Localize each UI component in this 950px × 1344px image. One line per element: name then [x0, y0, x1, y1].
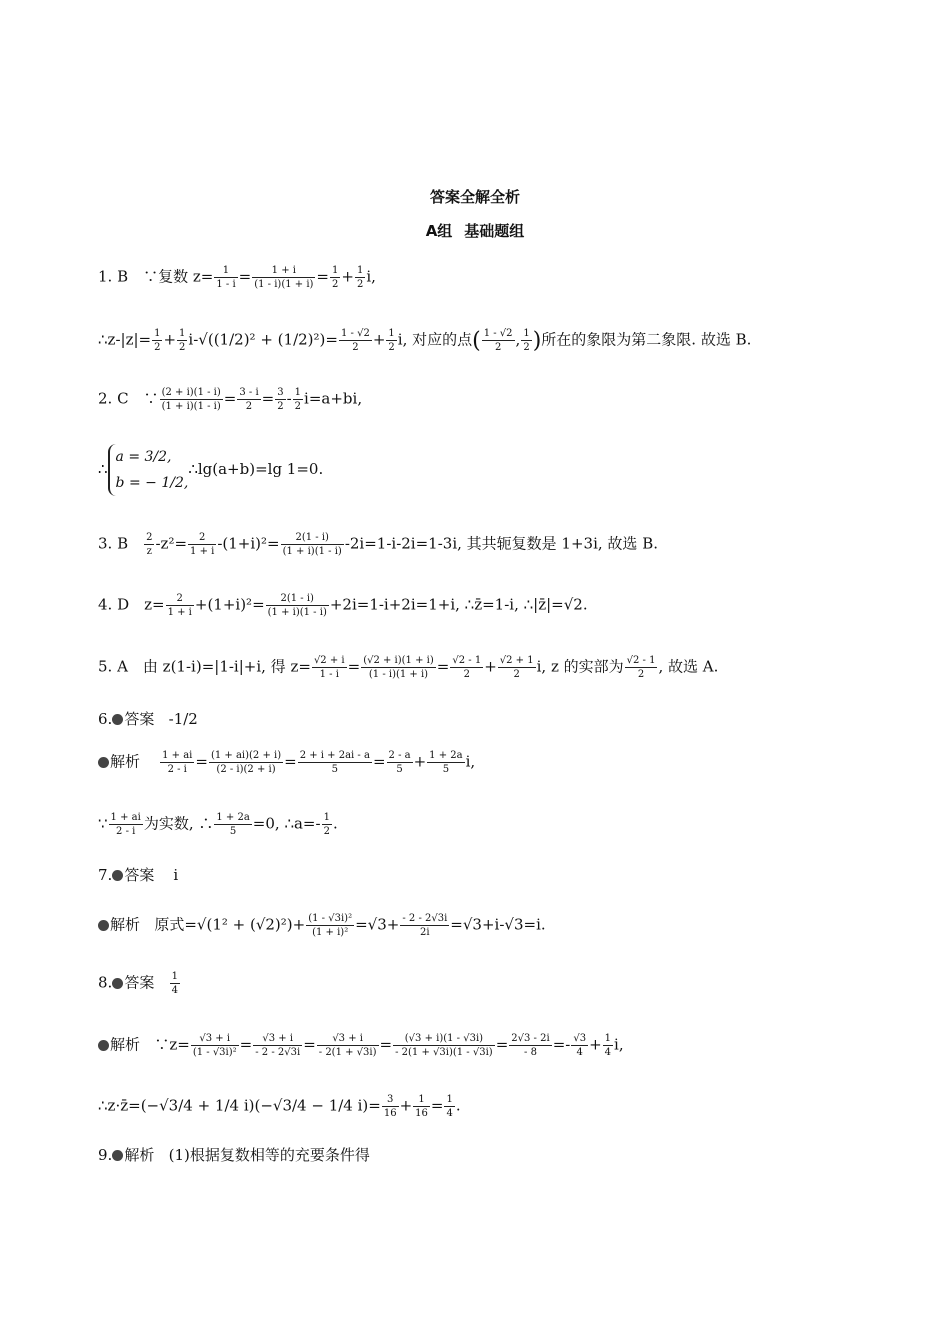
q7-analysis-line: 解析 原式=√(1² + (√2)²)+ $\frac{\text{(1 - √3i)²}}{\text{(1 + i)²}}$ =√3+ $\frac{- 2 - 2√3i}{2i}$ =√3+i-√3=i. — [98, 912, 546, 939]
bullet-icon — [112, 870, 123, 881]
fraction: $\frac{1 - √2}{2}$ — [340, 328, 370, 353]
fraction: $\frac{√2 + i}{1 - i}$ — [313, 655, 345, 680]
q8-conclusion-line: ∴z·z̄=(−√3/4 + 1/4 i)(−√3/4 − 1/4 i)= $\frac{3}{16}$ + $\frac{1}{16}$ = $\frac{1}{4}$ . — [98, 1094, 461, 1119]
fraction: $\frac{2}{1 + i}$ — [167, 593, 192, 618]
subtitle-name: 基础题组 — [464, 222, 525, 240]
q8-answer-line: 8. 答案 $\frac{1}{4}$ — [98, 971, 179, 996]
fraction: $\frac{√3 + i}{- 2 - 2√3i}$ — [255, 1033, 301, 1058]
factor-expression: (−√3/4 + 1/4 i) — [140, 1096, 255, 1115]
fraction: $\frac{1 + 2a}{5}$ — [429, 750, 463, 775]
fraction: $\frac{√3 + i}{- 2(1 + √3i)}$ — [318, 1033, 377, 1058]
page-title: 答案全解全析 — [429, 188, 520, 206]
fraction: $\frac{2}{z}$ — [146, 532, 153, 557]
q3-line: 3. B $\frac{2}{z}$ -z²= $\frac{2}{1 + i}$ -(1+i)²= $\frac{2(1 - i)}{(1 + i)(1 - i)}$ -2i=1-i-2i=1-3i, 其共轭复数是 1+3i, 故选 B. — [98, 532, 658, 557]
radical-expression: √(1² + (√2)²) — [196, 915, 293, 934]
fraction: $\frac{1}{16}$ — [415, 1094, 428, 1119]
factor-expression: (−√3/4 − 1/4 i) — [254, 1096, 369, 1115]
equation-system: a = 3/2, b = − 1/2, — [108, 444, 189, 496]
fraction: $\frac{1}{4}$ — [604, 1033, 612, 1058]
q6-answer: -1/2 — [168, 710, 198, 728]
q6-answer-line: 6. 答案 -1/2 — [98, 710, 198, 728]
fraction: $\frac{2(1 - i)}{(1 + i)(1 - i)}$ — [267, 593, 327, 618]
q7-answer: i — [173, 866, 179, 884]
bullet-icon — [112, 978, 123, 989]
q2-line: 2. C ∵ $\frac{(2 + i)(1 - i)}{(1 + i)(1 - i)}$ = $\frac{3 - i}{2}$ = $\frac{3}{2}$ - $\frac{1}{2}$ i=a+bi, — [98, 387, 363, 412]
fraction: $\frac{1 - √2}{2}$ — [483, 328, 513, 353]
q2-system-line: ∴ a = 3/2, b = − 1/2, ∴lg(a+b)=lg 1=0. — [98, 444, 323, 496]
fraction: $\frac{1}{2}$ — [388, 328, 395, 353]
radical-expression: √((1/2)² + (1/2)²) — [198, 330, 326, 349]
fraction: $\frac{3}{16}$ — [383, 1094, 397, 1119]
q1-line: 1. B ∵复数 z= $\frac{1}{1 - i}$ = $\frac{1 + i}{(1 - i)(1 + i)}$ = $\frac{1}{2}$ + $\frac{1}{2}$ i, — [98, 265, 376, 290]
bullet-icon — [98, 1040, 109, 1051]
fraction: $\frac{(√3 + i)(1 - √3i)}{- 2(1 + √3i)(1 - √3i)}$ — [395, 1033, 493, 1058]
fraction: $\frac{1}{2}$ — [332, 265, 339, 290]
bullet-icon — [112, 714, 123, 725]
bullet-icon — [112, 1150, 123, 1161]
fraction: $\frac{√2 - 1}{2}$ — [626, 655, 656, 680]
subtitle-group: A组 — [425, 222, 453, 240]
q8-answer: $\frac{1}{4}$ — [171, 971, 179, 996]
fraction: $\frac{√3 + i}{\text{(1 - √3i)²}}$ — [192, 1033, 237, 1058]
fraction: $\frac{- 2 - 2√3i}{2i}$ — [402, 913, 448, 938]
fraction: $\frac{√3}{4}$ — [573, 1033, 587, 1058]
fraction: $\frac{2(1 - i)}{(1 + i)(1 - i)}$ — [282, 532, 342, 557]
fraction: $\frac{1 + ai}{2 - i}$ — [110, 812, 141, 837]
fraction: $\frac{1}{2}$ — [294, 387, 302, 412]
fraction: $\frac{1}{2}$ — [323, 812, 330, 837]
fraction: $\frac{1}{4}$ — [446, 1094, 453, 1119]
bullet-icon — [98, 757, 109, 768]
q8-analysis-line: 解析 ∵z= $\frac{√3 + i}{\text{(1 - √3i)²}}$ = $\frac{√3 + i}{- 2 - 2√3i}$ = $\frac{√3 + i}{- 2(1 + √3i)}$ = $\frac{(√3 + i)(1 - √3i)}{- 2(1 + √3i)(1 - √3i)}$ = $\frac{2√3 - 2i}{- 8}$ =- $\frac{√3}{4}$ + $\frac{1}{4}$ i, — [98, 1032, 624, 1059]
fraction: $\frac{1 + 2a}{5}$ — [216, 812, 250, 837]
fraction: $\frac{3 - i}{2}$ — [239, 387, 259, 412]
fraction: $\frac{1}{2}$ — [179, 328, 186, 353]
fraction: $\frac{(2 + i)(1 - i)}{(1 + i)(1 - i)}$ — [161, 387, 221, 412]
bullet-icon — [98, 920, 109, 931]
fraction: $\frac{1}{2}$ — [154, 328, 161, 353]
section-subtitle — [0, 220, 950, 241]
fraction: $\frac{2√3 - 2i}{- 8}$ — [511, 1033, 550, 1058]
q6-conclusion-line: ∵ $\frac{1 + ai}{2 - i}$ 为实数, ∴ $\frac{1 + 2a}{5}$ =0, ∴a=- $\frac{1}{2}$ . — [98, 812, 338, 837]
q1-solution-line: ∴z-|z|= $\frac{1}{2}$ + $\frac{1}{2}$ i-√((1/2)² + (1/2)²)= $\frac{1 - √2}{2}$ + $\frac{1}{2}$ i, 对应的点( $\frac{1 - √2}{2}$ , $\frac{1}{2}$ )所在的象限为第二象限. 故选 B. — [98, 328, 752, 354]
fraction: $\frac{3}{2}$ — [277, 387, 284, 412]
fraction: $\frac{2 + i + 2ai - a}{5}$ — [299, 750, 370, 775]
fraction: $\frac{√2 - 1}{2}$ — [452, 655, 482, 680]
fraction: $\frac{√2 + 1}{2}$ — [499, 655, 534, 680]
fraction: $\frac{1}{2}$ — [356, 265, 364, 290]
q7-answer-line: 7. 答案 i — [98, 866, 179, 884]
q9-line: 9. 解析 (1)根据复数相等的充要条件得 — [98, 1146, 370, 1164]
fraction: $\frac{2 - a}{5}$ — [388, 750, 411, 775]
fraction: $\frac{1 + ai}{2 - i}$ — [162, 750, 193, 775]
fraction: $\frac{2}{1 + i}$ — [190, 532, 215, 557]
q1-lead: 1. B ∵复数 z= — [98, 267, 214, 286]
q6-analysis-line: 解析 $\frac{1 + ai}{2 - i}$ = $\frac{(1 + ai)(2 + i)}{(2 - i)(2 + i)}$ = $\frac{2 + i + 2ai - a}{5}$ = $\frac{2 - a}{5}$ + $\frac{1 + 2a}{5}$ i, — [98, 749, 475, 776]
fraction: $\frac{1 + i}{(1 - i)(1 + i)}$ — [254, 265, 314, 290]
fraction: $\frac{\text{(1 - √3i)²}}{\text{(1 + i)²}}$ — [308, 913, 353, 938]
fraction: $\frac{(√2 + i)(1 + i)}{(1 - i)(1 + i)}$ — [363, 655, 434, 680]
q4-line: 4. D z= $\frac{2}{1 + i}$ +(1+i)²= $\frac{2(1 - i)}{(1 + i)(1 - i)}$ +2i=1-i+2i=1+i, ∴z̄=1-i, ∴|z̄|=√2. — [98, 593, 588, 618]
fraction: $\frac{(1 + ai)(2 + i)}{(2 - i)(2 + i)}$ — [210, 750, 282, 775]
q5-line: 5. A 由 z(1-i)=|1-i|+i, 得 z= $\frac{√2 + i}{1 - i}$ = $\frac{(√2 + i)(1 + i)}{(1 - i)(1 + i)}$ = $\frac{√2 - 1}{2}$ + $\frac{√2 + 1}{2}$ i, z 的实部为 $\frac{√2 - 1}{2}$ , 故选 A. — [98, 655, 719, 680]
fraction: $\frac{1}{2}$ — [523, 328, 530, 353]
fraction: $\frac{1}{1 - i}$ — [216, 265, 236, 290]
